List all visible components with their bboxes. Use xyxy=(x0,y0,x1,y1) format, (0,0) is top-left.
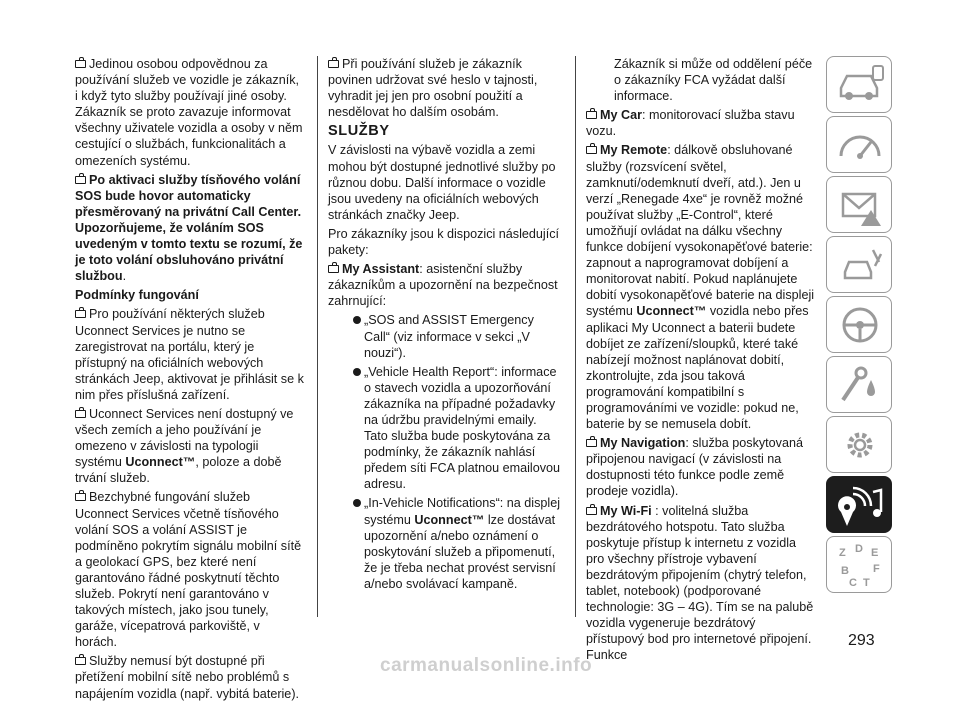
paragraph: Jedinou osobou odpovědnou za používání služeb ve vozidle je zákazník, i když tyto služby používají jiné osoby. Zákazník se proto zavazuje informovat všechny uživatele vozidla a osoby v něm cestující o službách, funkcionalitách a omezeních systému. xyxy=(75,57,303,168)
car-crash-icon xyxy=(833,242,887,288)
bullet-icon xyxy=(353,368,361,376)
warning-icon xyxy=(328,265,339,273)
paragraph: Bezchybné fungování služeb Uconnect Services včetně tísňového volání SOS a volání ASSIST je podmíněno pokrytím signálu mobilní sítě a geolokací GPS, bez které není garantováno řádné poskytnutí těchto služeb. Pokrytí není garantováno v takových místech, jako jsou tunely, garáže, vícepatrová parkoviště, v horách. xyxy=(75,490,302,650)
text-column-3 xyxy=(586,56,816,666)
list-item: „Vehicle Health Report“: informace o stavech vozidla a upozorňování zákazníka na případné požadavky na údržbu pravidelnými emaily. Tato služba bude poskytována za podmínky, že zákazník nahlásí předem síti FCA platnou emailovou adresu. xyxy=(346,364,560,493)
svg-text:B: B xyxy=(841,565,849,577)
column-divider xyxy=(317,56,318,617)
wrench-oil-icon xyxy=(833,362,887,408)
tab-emergency[interactable] xyxy=(826,356,892,413)
paragraph: My Remote: dálkově obsluhované služby (rozsvícení světel, zamknutí/odemknutí dveří, atd.). Jen u verzí „Renegade 4xe“ je rovněž možné používat služby „E-Control“, které umožňují ovládat na dálku všechny funkce dobíjení vysokonapěťové baterie: zapnout a naprogramovat dobíjení a monitorovat nabití. Pokud naplánujete dobití vysokonapěťové baterie na displeji systému Uconnect™ vozidla nebo přes aplikaci My Uconnect a baterii budete dobíjet ze zařízení/sloupků, které také nabízejí možnost naplánovat dobití, zkontrolujte, zda jsou taková programování kompatibilní s programováními ve vozidle: pokud ne, baterie by se nemusela dobít. xyxy=(586,143,815,432)
text-column-1 xyxy=(75,56,305,705)
paragraph: My Wi-Fi : volitelná služba bezdrátového hotspotu. Tato služba poskytuje přístup k internetu z vozidla pro všechny přístroje vybavení bezdrátovým připojením (chytrý telefon, tablet, notebook) (podporované technologie: 3G – 4G). Tím se na palubě vozidla vygeneruje bezdrátový přístupový bod pro internetové připojení. Funkce xyxy=(586,503,814,663)
paragraph: My Navigation: služba poskytovaná připojenou navigací (v závislosti na dostupnosti této funkce podle země prodeje vozidla). xyxy=(586,436,803,499)
tab-multimedia[interactable] xyxy=(826,476,892,533)
tab-warnings[interactable] xyxy=(826,176,892,233)
paragraph-bold: Po aktivaci služby tísňového volání SOS bude hovor automaticky přesměrovaný na privátní Call Center. Upozorňujeme, že voláním SOS uvedeným v tomto textu se rozumí, že je toto volání obsluhováno privátní službou. xyxy=(75,172,303,284)
svg-text:C: C xyxy=(849,577,857,588)
subheading: Podmínky fungování xyxy=(75,288,199,303)
bullet-icon xyxy=(353,316,361,324)
list-item: „In-Vehicle Notifications“: na displej systému Uconnect™ lze dostávat upozornění a/nebo oznámení o poskytování služeb a připomenutí, že je třeba nechat provést servisní a/nebo svolávací kampaně. xyxy=(346,495,560,592)
tab-car-info[interactable] xyxy=(826,56,892,113)
warning-icon xyxy=(75,310,86,318)
svg-text:F: F xyxy=(873,563,880,575)
warning-icon xyxy=(586,146,597,154)
gear-icon xyxy=(833,422,887,468)
steering-wheel-icon xyxy=(833,302,887,348)
paragraph: Služby nemusí být dostupné při přetížení mobilní sítě nebo problémů s napájením vozidla (např. vybitá baterie). xyxy=(75,654,300,701)
warning-icon xyxy=(75,657,86,665)
svg-text:T: T xyxy=(863,577,870,588)
svg-text:D: D xyxy=(855,543,863,555)
column-divider xyxy=(575,56,576,617)
list-item: „SOS and ASSIST Emergency Call“ (viz informace v sekci „V nouzi“). xyxy=(346,312,560,360)
warning-icon xyxy=(75,60,86,68)
warning-icon xyxy=(328,60,339,68)
paragraph: Pro zákazníky jsou k dispozici následující pakety: xyxy=(328,226,559,258)
paragraph: Pro používání některých služeb Uconnect Services je nutno se zaregistrovat na portálu, který je přístupný na oficiálních webových stránkách Jeep, aktivovat je přihlásit se k nim přes příslušná zařízení. xyxy=(75,307,304,402)
warning-icon xyxy=(75,410,86,418)
warning-envelope-icon xyxy=(833,182,887,228)
warning-icon xyxy=(586,111,597,119)
tab-dashboard[interactable] xyxy=(826,116,892,173)
paragraph: My Car: monitorovací služba stavu vozu. xyxy=(586,108,795,139)
tab-index[interactable] xyxy=(826,536,892,593)
alphabet-index-icon xyxy=(833,542,887,588)
paragraph: Zákazník si může od oddělení péče o zákazníky FCA vyžádat další informace. xyxy=(614,57,813,104)
warning-icon xyxy=(75,176,86,184)
paragraph: V závislosti na výbavě vozidla a zemi mohou být dostupné jednotlivé služby po různou dobu. Další informace o vozidle jsou uvedeny na oficiálních webových stránkách značky Jeep. xyxy=(328,143,556,222)
text-column-2 xyxy=(328,56,560,595)
warning-icon xyxy=(75,493,86,501)
tab-safety[interactable] xyxy=(826,236,892,293)
dashboard-gauge-icon xyxy=(833,122,887,168)
paragraph: Při používání služeb je zákazník povinen udržovat své heslo v tajnosti, vyhradit jej jen pro osobní použití a nesdělovat ho dalším osobám. xyxy=(328,57,538,120)
paragraph: Uconnect Services není dostupný ve všech zemích a jeho používání je omezeno v závislosti na typologii systému Uconnect™, poloze a době trvání služeb. xyxy=(75,406,294,486)
warning-icon xyxy=(586,507,597,515)
watermark: carmanualsonline.info xyxy=(380,655,593,676)
multimedia-icon xyxy=(833,482,887,528)
warning-icon xyxy=(586,439,597,447)
tab-maintenance[interactable] xyxy=(826,416,892,473)
page-number: 293 xyxy=(848,632,875,649)
car-info-icon xyxy=(833,62,887,108)
svg-text:Z: Z xyxy=(839,547,846,559)
section-heading: SLUŽBY xyxy=(328,123,390,140)
bullet-list xyxy=(328,312,560,592)
paragraph: My Assistant: asistenční služby zákazníkům a upozornění na bezpečnost zahrnující: xyxy=(328,262,558,309)
bullet-icon xyxy=(353,499,361,507)
tab-driving[interactable] xyxy=(826,296,892,353)
svg-text:E: E xyxy=(871,547,879,559)
